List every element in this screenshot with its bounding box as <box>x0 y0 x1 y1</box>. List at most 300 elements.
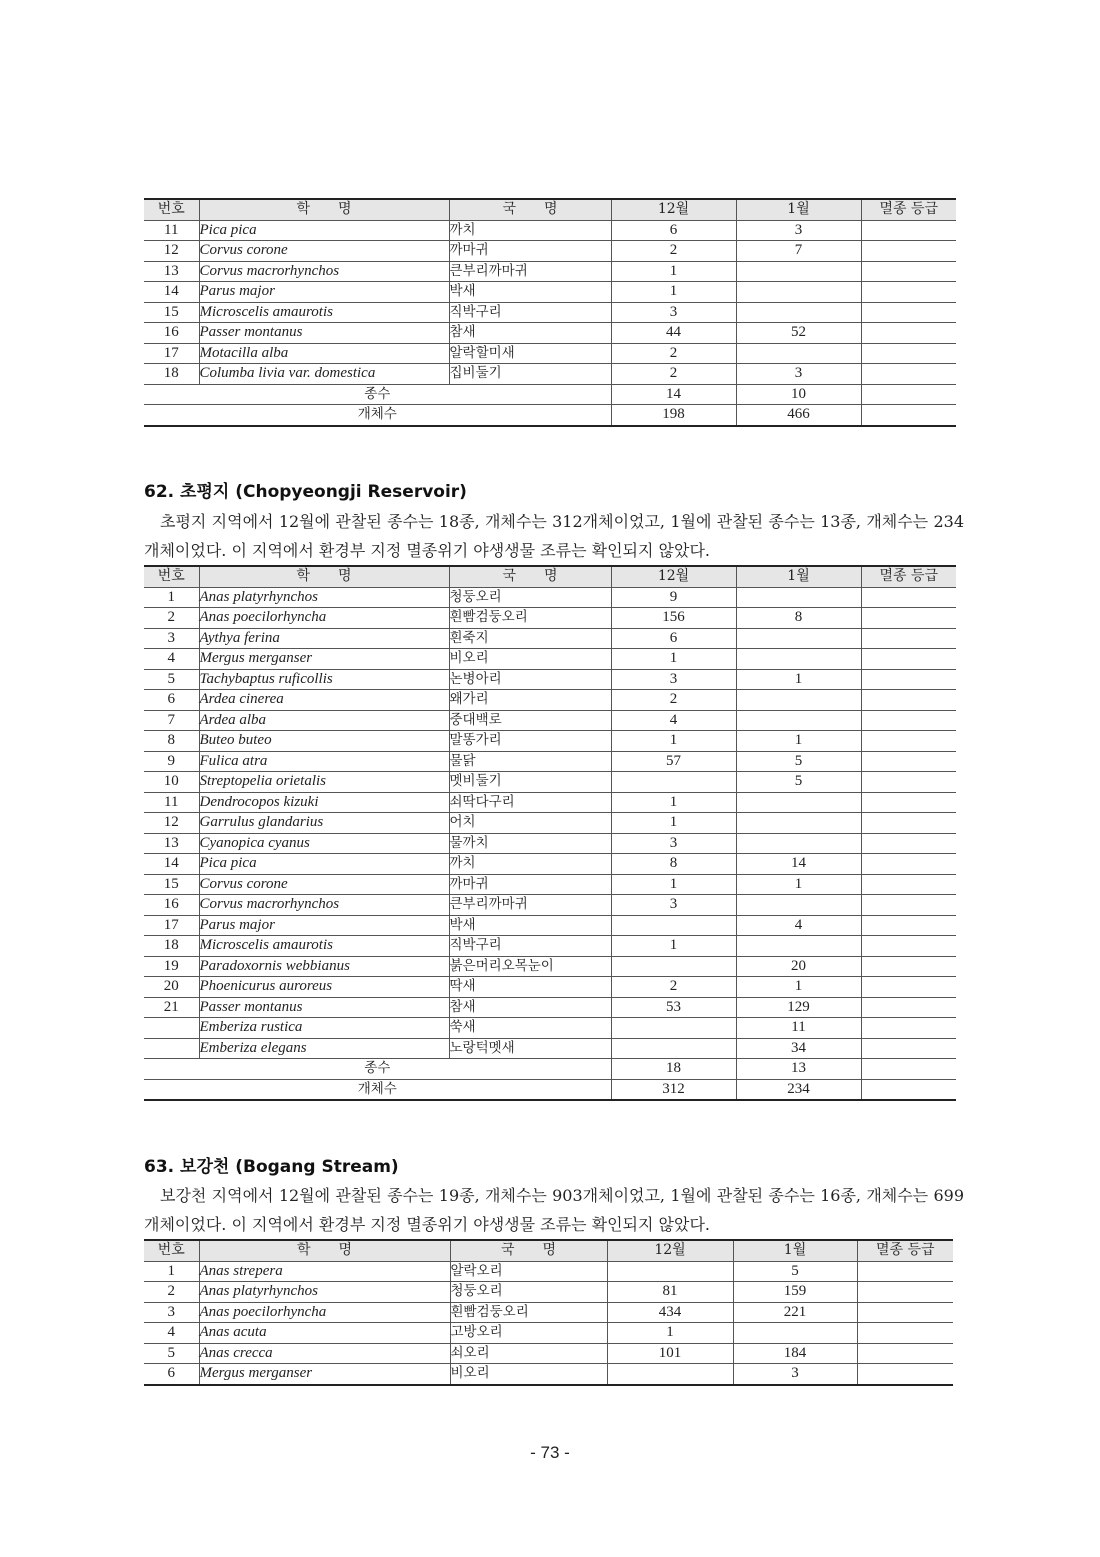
grade <box>861 323 956 344</box>
table-row <box>144 302 956 323</box>
grade <box>861 343 956 364</box>
table-row <box>144 1323 953 1344</box>
january-count: 11 <box>736 1018 861 1039</box>
grade <box>861 792 956 813</box>
bird-table-bogang <box>144 1239 953 1386</box>
scientific-name: Emberiza elegans <box>199 1038 449 1059</box>
col-header-scientific-name: 학 명 <box>199 199 449 220</box>
january-count: 1 <box>736 874 861 895</box>
december-count: 8 <box>611 854 736 875</box>
december-count <box>611 1018 736 1039</box>
korean-name: 직박구리 <box>449 302 611 323</box>
grade <box>857 1364 953 1385</box>
col-header-scientific-name: 학 명 <box>199 566 449 587</box>
table-row <box>144 669 956 690</box>
scientific-name: Emberiza rustica <box>199 1018 449 1039</box>
korean-name: 청둥오리 <box>449 587 611 608</box>
row-number: 10 <box>144 772 199 793</box>
table-row <box>144 608 956 629</box>
korean-name: 흰빰검둥오리 <box>449 608 611 629</box>
section-63-title: 63. 보강천 (Bogang Stream) <box>144 1157 399 1177</box>
january-count <box>736 587 861 608</box>
korean-name: 멧비둘기 <box>449 772 611 793</box>
table-row <box>144 895 956 916</box>
grade <box>861 282 956 303</box>
row-number: 16 <box>144 895 199 916</box>
january-count: 221 <box>733 1302 857 1323</box>
scientific-name: Pica pica <box>199 854 449 875</box>
january-count: 52 <box>736 323 861 344</box>
col-header-korean-name: 국 명 <box>450 1240 607 1261</box>
january-count <box>736 282 861 303</box>
korean-name: 참새 <box>449 323 611 344</box>
row-number: 21 <box>144 997 199 1018</box>
scientific-name: Anas poecilorhyncha <box>199 608 449 629</box>
row-number: 1 <box>144 587 199 608</box>
species-december: 18 <box>611 1059 736 1080</box>
table-row <box>144 587 956 608</box>
korean-name: 고방오리 <box>450 1323 607 1344</box>
individuals-label: 개체수 <box>144 405 611 426</box>
january-count <box>736 936 861 957</box>
korean-name: 까마귀 <box>449 874 611 895</box>
december-count <box>607 1364 733 1385</box>
december-count: 4 <box>611 710 736 731</box>
korean-name: 비오리 <box>449 649 611 670</box>
january-count: 1 <box>736 669 861 690</box>
korean-name: 큰부리까마귀 <box>449 895 611 916</box>
scientific-name: Microscelis amaurotis <box>199 936 449 957</box>
scientific-name: Aythya ferina <box>199 628 449 649</box>
grade <box>861 241 956 262</box>
row-number: 9 <box>144 751 199 772</box>
scientific-name: Anas platyrhynchos <box>199 587 449 608</box>
december-count: 1 <box>611 936 736 957</box>
scientific-name: Anas platyrhynchos <box>199 1282 450 1303</box>
grade <box>857 1302 953 1323</box>
grade <box>861 854 956 875</box>
grade <box>857 1261 953 1282</box>
table-header-row <box>144 566 956 587</box>
col-header-korean-name: 국 명 <box>449 566 611 587</box>
scientific-name: Microscelis amaurotis <box>199 302 449 323</box>
table-row <box>144 261 956 282</box>
table-row <box>144 343 956 364</box>
table-row <box>144 1302 953 1323</box>
row-number: 4 <box>144 649 199 670</box>
january-count <box>736 792 861 813</box>
december-count: 1 <box>611 813 736 834</box>
korean-name: 참새 <box>449 997 611 1018</box>
table-row <box>144 364 956 385</box>
row-number: 12 <box>144 813 199 834</box>
table-row <box>144 833 956 854</box>
january-count <box>736 302 861 323</box>
row-number: 14 <box>144 282 199 303</box>
table-header-row <box>144 199 956 220</box>
row-number: 16 <box>144 323 199 344</box>
december-count <box>611 1038 736 1059</box>
section-62-title: 62. 초평지 (Chopyeongji Reservoir) <box>144 482 467 502</box>
row-number: 13 <box>144 833 199 854</box>
section-62-paragraph: 초평지 지역에서 12월에 관찰된 종수는 18종, 개체수는 312개체이었고, 1월에 관찰된 종수는 13종, 개체수는 234개체이었다. 이 지역에서 환경부 지정 멸종위기 야생생물 조류는 확인되지 않았다. <box>144 512 964 560</box>
december-count: 1 <box>611 731 736 752</box>
table-row <box>144 628 956 649</box>
korean-name: 까치 <box>449 854 611 875</box>
col-header-no: 번호 <box>144 1240 199 1261</box>
grade <box>857 1323 953 1344</box>
table-row <box>144 690 956 711</box>
grade <box>861 302 956 323</box>
january-count: 14 <box>736 854 861 875</box>
grade <box>861 649 956 670</box>
table-header-row <box>144 1240 953 1261</box>
species-label: 종수 <box>144 1059 611 1080</box>
december-count: 53 <box>611 997 736 1018</box>
table-row <box>144 1018 956 1039</box>
scientific-name: Dendrocopos kizuki <box>199 792 449 813</box>
table-row <box>144 792 956 813</box>
korean-name: 물까치 <box>449 833 611 854</box>
december-count: 434 <box>607 1302 733 1323</box>
january-count <box>736 813 861 834</box>
row-number: 12 <box>144 241 199 262</box>
species-total-row <box>144 1059 956 1080</box>
january-count <box>736 710 861 731</box>
grade <box>861 977 956 998</box>
col-header-grade: 멸종 등급 <box>861 566 956 587</box>
korean-name: 어치 <box>449 813 611 834</box>
bird-table-continued <box>144 198 956 427</box>
december-count <box>611 956 736 977</box>
scientific-name: Corvus macrorhynchos <box>199 261 449 282</box>
section-63-paragraph: 보강천 지역에서 12월에 관찰된 종수는 19종, 개체수는 903개체이었고, 1월에 관찰된 종수는 16종, 개체수는 699개체이었다. 이 지역에서 환경부 지정 멸종위기 야생생물 조류는 확인되지 않았다. <box>144 1186 964 1234</box>
grade <box>861 384 956 405</box>
individuals-december: 198 <box>611 405 736 426</box>
species-total-row <box>144 384 956 405</box>
korean-name: 비오리 <box>450 1364 607 1385</box>
korean-name: 까마귀 <box>449 241 611 262</box>
scientific-name: Parus major <box>199 915 449 936</box>
december-count <box>607 1261 733 1282</box>
korean-name: 딱새 <box>449 977 611 998</box>
grade <box>861 915 956 936</box>
korean-name: 쇠오리 <box>450 1343 607 1364</box>
december-count: 101 <box>607 1343 733 1364</box>
row-number: 15 <box>144 302 199 323</box>
table-row <box>144 323 956 344</box>
korean-name: 논병아리 <box>449 669 611 690</box>
individuals-january: 234 <box>736 1079 861 1100</box>
korean-name: 물닭 <box>449 751 611 772</box>
row-number: 15 <box>144 874 199 895</box>
grade <box>861 772 956 793</box>
table-row <box>144 915 956 936</box>
january-count <box>736 649 861 670</box>
table-row <box>144 956 956 977</box>
january-count: 5 <box>733 1261 857 1282</box>
row-number: 14 <box>144 854 199 875</box>
scientific-name: Mergus merganser <box>199 1364 450 1385</box>
row-number: 7 <box>144 710 199 731</box>
grade <box>861 690 956 711</box>
grade <box>861 1059 956 1080</box>
table-row <box>144 710 956 731</box>
individuals-january: 466 <box>736 405 861 426</box>
grade <box>861 669 956 690</box>
korean-name: 말똥가리 <box>449 731 611 752</box>
korean-name: 집비둘기 <box>449 364 611 385</box>
grade <box>861 1018 956 1039</box>
korean-name: 직박구리 <box>449 936 611 957</box>
table-row <box>144 241 956 262</box>
row-number: 11 <box>144 792 199 813</box>
row-number: 8 <box>144 731 199 752</box>
table-row <box>144 220 956 241</box>
table-row <box>144 282 956 303</box>
row-number: 13 <box>144 261 199 282</box>
row-number <box>144 1038 199 1059</box>
scientific-name: Ardea alba <box>199 710 449 731</box>
december-count: 81 <box>607 1282 733 1303</box>
page-number: - 73 - <box>530 1443 570 1462</box>
table-row <box>144 854 956 875</box>
december-count: 2 <box>611 241 736 262</box>
species-january: 10 <box>736 384 861 405</box>
december-count: 2 <box>611 690 736 711</box>
col-header-december: 12월 <box>607 1240 733 1261</box>
table-row <box>144 874 956 895</box>
korean-name: 큰부리까마귀 <box>449 261 611 282</box>
december-count: 9 <box>611 587 736 608</box>
korean-name: 중대백로 <box>449 710 611 731</box>
bird-table-chopyeongji <box>144 565 956 1101</box>
scientific-name: Corvus corone <box>199 874 449 895</box>
scientific-name: Buteo buteo <box>199 731 449 752</box>
scientific-name: Garrulus glandarius <box>199 813 449 834</box>
grade <box>861 936 956 957</box>
december-count: 1 <box>607 1323 733 1344</box>
january-count: 34 <box>736 1038 861 1059</box>
december-count: 6 <box>611 628 736 649</box>
col-header-no: 번호 <box>144 566 199 587</box>
table-row <box>144 1282 953 1303</box>
korean-name: 까치 <box>449 220 611 241</box>
scientific-name: Passer montanus <box>199 323 449 344</box>
grade <box>861 220 956 241</box>
table-row <box>144 1364 953 1385</box>
grade <box>861 364 956 385</box>
table-row <box>144 997 956 1018</box>
january-count <box>736 343 861 364</box>
grade <box>861 956 956 977</box>
scientific-name: Corvus macrorhynchos <box>199 895 449 916</box>
grade <box>861 813 956 834</box>
korean-name: 붉은머리오목눈이 <box>449 956 611 977</box>
january-count: 7 <box>736 241 861 262</box>
korean-name: 박새 <box>449 282 611 303</box>
row-number: 18 <box>144 364 199 385</box>
col-header-grade: 멸종 등급 <box>857 1240 953 1261</box>
table-row <box>144 772 956 793</box>
korean-name: 흰빰검둥오리 <box>450 1302 607 1323</box>
table-row <box>144 1038 956 1059</box>
row-number: 2 <box>144 608 199 629</box>
scientific-name: Cyanopica cyanus <box>199 833 449 854</box>
december-count: 3 <box>611 669 736 690</box>
row-number: 2 <box>144 1282 199 1303</box>
december-count: 3 <box>611 302 736 323</box>
col-header-december: 12월 <box>611 199 736 220</box>
grade <box>861 587 956 608</box>
col-header-scientific-name: 학 명 <box>199 1240 450 1261</box>
scientific-name: Pica pica <box>199 220 449 241</box>
species-january: 13 <box>736 1059 861 1080</box>
row-number: 1 <box>144 1261 199 1282</box>
korean-name: 쇠딱다구리 <box>449 792 611 813</box>
december-count: 1 <box>611 649 736 670</box>
grade <box>861 628 956 649</box>
row-number: 18 <box>144 936 199 957</box>
table-row <box>144 731 956 752</box>
grade <box>861 710 956 731</box>
row-number: 3 <box>144 628 199 649</box>
row-number: 20 <box>144 977 199 998</box>
december-count: 3 <box>611 833 736 854</box>
december-count: 1 <box>611 874 736 895</box>
scientific-name: Corvus corone <box>199 241 449 262</box>
scientific-name: Columba livia var. domestica <box>199 364 449 385</box>
col-header-grade: 멸종 등급 <box>861 199 956 220</box>
december-count: 1 <box>611 261 736 282</box>
scientific-name: Motacilla alba <box>199 343 449 364</box>
row-number: 5 <box>144 1343 199 1364</box>
row-number <box>144 1018 199 1039</box>
scientific-name: Streptopelia orietalis <box>199 772 449 793</box>
row-number: 6 <box>144 1364 199 1385</box>
december-count: 1 <box>611 282 736 303</box>
scientific-name: Mergus merganser <box>199 649 449 670</box>
january-count <box>736 261 861 282</box>
january-count <box>736 628 861 649</box>
scientific-name: Paradoxornis webbianus <box>199 956 449 977</box>
korean-name: 알락오리 <box>450 1261 607 1282</box>
grade <box>861 608 956 629</box>
scientific-name: Anas strepera <box>199 1261 450 1282</box>
scientific-name: Tachybaptus ruficollis <box>199 669 449 690</box>
january-count: 129 <box>736 997 861 1018</box>
korean-name: 노랑턱멧새 <box>449 1038 611 1059</box>
col-header-korean-name: 국 명 <box>449 199 611 220</box>
individuals-label: 개체수 <box>144 1079 611 1100</box>
january-count: 1 <box>736 731 861 752</box>
grade <box>861 833 956 854</box>
scientific-name: Phoenicurus auroreus <box>199 977 449 998</box>
table-row <box>144 1261 953 1282</box>
grade <box>861 1079 956 1100</box>
table-row <box>144 649 956 670</box>
table-row <box>144 1343 953 1364</box>
december-count: 1 <box>611 792 736 813</box>
january-count: 184 <box>733 1343 857 1364</box>
december-count: 2 <box>611 364 736 385</box>
grade <box>861 895 956 916</box>
december-count: 57 <box>611 751 736 772</box>
table-row <box>144 977 956 998</box>
korean-name: 청둥오리 <box>450 1282 607 1303</box>
december-count: 44 <box>611 323 736 344</box>
col-header-january: 1월 <box>733 1240 857 1261</box>
row-number: 5 <box>144 669 199 690</box>
grade <box>861 874 956 895</box>
january-count: 4 <box>736 915 861 936</box>
korean-name: 박새 <box>449 915 611 936</box>
grade <box>861 751 956 772</box>
species-label: 종수 <box>144 384 611 405</box>
january-count <box>733 1323 857 1344</box>
grade <box>857 1282 953 1303</box>
scientific-name: Anas poecilorhyncha <box>199 1302 450 1323</box>
january-count: 159 <box>733 1282 857 1303</box>
january-count: 3 <box>736 364 861 385</box>
col-header-no: 번호 <box>144 199 199 220</box>
col-header-january: 1월 <box>736 566 861 587</box>
individuals-total-row <box>144 1079 956 1100</box>
grade <box>861 731 956 752</box>
table-row <box>144 751 956 772</box>
grade <box>861 1038 956 1059</box>
row-number: 3 <box>144 1302 199 1323</box>
january-count: 1 <box>736 977 861 998</box>
december-count: 2 <box>611 343 736 364</box>
species-december: 14 <box>611 384 736 405</box>
grade <box>861 261 956 282</box>
col-header-december: 12월 <box>611 566 736 587</box>
december-count: 3 <box>611 895 736 916</box>
december-count: 156 <box>611 608 736 629</box>
december-count: 6 <box>611 220 736 241</box>
korean-name: 쑥새 <box>449 1018 611 1039</box>
korean-name: 알락할미새 <box>449 343 611 364</box>
january-count: 20 <box>736 956 861 977</box>
scientific-name: Ardea cinerea <box>199 690 449 711</box>
january-count <box>736 833 861 854</box>
january-count: 5 <box>736 751 861 772</box>
row-number: 17 <box>144 915 199 936</box>
january-count <box>736 690 861 711</box>
january-count: 3 <box>736 220 861 241</box>
december-count <box>611 915 736 936</box>
january-count <box>736 895 861 916</box>
row-number: 4 <box>144 1323 199 1344</box>
grade <box>861 405 956 426</box>
row-number: 6 <box>144 690 199 711</box>
table-row <box>144 936 956 957</box>
korean-name: 흰죽지 <box>449 628 611 649</box>
individuals-total-row <box>144 405 956 426</box>
individuals-december: 312 <box>611 1079 736 1100</box>
korean-name: 왜가리 <box>449 690 611 711</box>
january-count: 5 <box>736 772 861 793</box>
scientific-name: Anas crecca <box>199 1343 450 1364</box>
table-row <box>144 813 956 834</box>
col-header-january: 1월 <box>736 199 861 220</box>
december-count <box>611 772 736 793</box>
scientific-name: Parus major <box>199 282 449 303</box>
row-number: 11 <box>144 220 199 241</box>
grade <box>861 997 956 1018</box>
row-number: 17 <box>144 343 199 364</box>
